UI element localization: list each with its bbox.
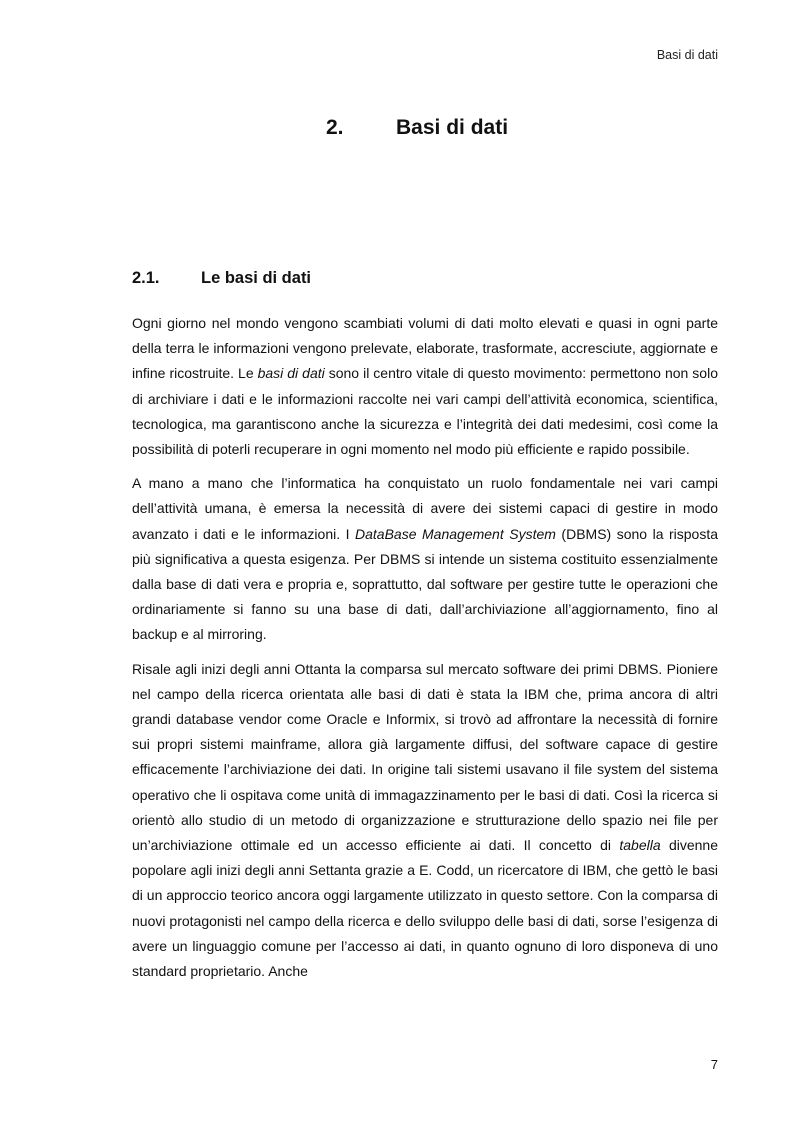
- running-header: Basi di dati: [656, 48, 718, 62]
- paragraph-1-emphasis: basi di dati: [257, 365, 325, 382]
- section-title: [132, 267, 311, 289]
- chapter-title: [326, 114, 508, 142]
- chapter-number: 2.: [326, 116, 344, 139]
- section-number: 2.1.: [132, 269, 160, 287]
- paragraph-1-text-a: Ogni giorno nel mondo vengono scambiati volumi di dati molto elevati e quasi in ogni parte della terra le informazioni vengono prelevate, elaborate, trasformate, accresciute, aggiornate e infine ricostruite. Le: [132, 315, 718, 382]
- page-number: 7: [710, 1057, 718, 1072]
- paragraph-2-text-b: (DBMS) sono la risposta più significativa a questa esigenza. Per DBMS si intende un sistema costituito essenzialmente dalla base di dati vera e propria e, soprattutto, dal software per gestire tutte le operazioni che ordinariamente si fanno su una base di dati, dall’archiviazione all’aggiornamento, fino al backup e al mirroring.: [132, 525, 719, 643]
- paragraph-2: [132, 471, 718, 647]
- section-title-text: Le basi di dati: [201, 269, 312, 287]
- chapter-title-text: Basi di dati: [396, 116, 509, 139]
- paragraph-2-text-a: A mano a mano che l’informatica ha conquistato un ruolo fondamentale nei vari campi dell’attività umana, è emersa la necessità di avere dei sistemi capaci di gestire in modo avanzato i dati e le informazioni. I: [132, 475, 718, 542]
- paragraph-3-text-b: divenne popolare agli inizi degli anni Settanta grazie a E. Codd, un ricercatore di IBM, che gettò le basi di un approccio teorico ancora oggi largamente utilizzato in questo settore. Con la comparsa di nuovi protagonisti nel campo della ricerca e dello sviluppo delle basi di dati, sorse l’esigenza di avere un linguaggio comune per l’accesso ai dati, in quanto ognuno di loro disponeva di uno standard proprietario. Anche: [132, 837, 718, 980]
- paragraph-3-text-a: Risale agli inizi degli anni Ottanta la comparsa sul mercato software dei primi DBMS. Pioniere nel campo della ricerca orientata alle basi di dati è stata la IBM che, prima ancora di altri grandi database vendor come Oracle e Informix, si trovò ad affrontare la necessità di fornire sui propri sistemi mainframe, allora già largamente diffusi, del software capace di gestire efficacemente l’archiviazione dei dati. In origine tali sistemi usavano il file system del sistema operativo che li ospitava come unità di immagazzinamento per le basi di dati. Così la ricerca si orientò allo studio di un metodo di organizzazione e strutturazione dello spazio nei file per un’archiviazione ottimale ed un accesso efficiente ai dati. Il concetto di: [132, 660, 718, 854]
- paragraph-3: [132, 657, 718, 985]
- body-text: [132, 311, 718, 993]
- paragraph-3-emphasis: tabella: [619, 837, 661, 854]
- paragraph-2-emphasis: DataBase Management System: [355, 525, 556, 542]
- paragraph-1-text-b: sono il centro vitale di questo movimento: permettono non solo di archiviare i dati e le informazioni raccolte nei vari campi dell’attività economica, scientifica, tecnologica, ma garantiscono anche la sicurezza e l’integrità dei dati medesimi, così come la possibilità di poterli recuperare in ogni momento nel modo più efficiente e rapido possibile.: [132, 365, 718, 458]
- paragraph-1: [132, 311, 718, 462]
